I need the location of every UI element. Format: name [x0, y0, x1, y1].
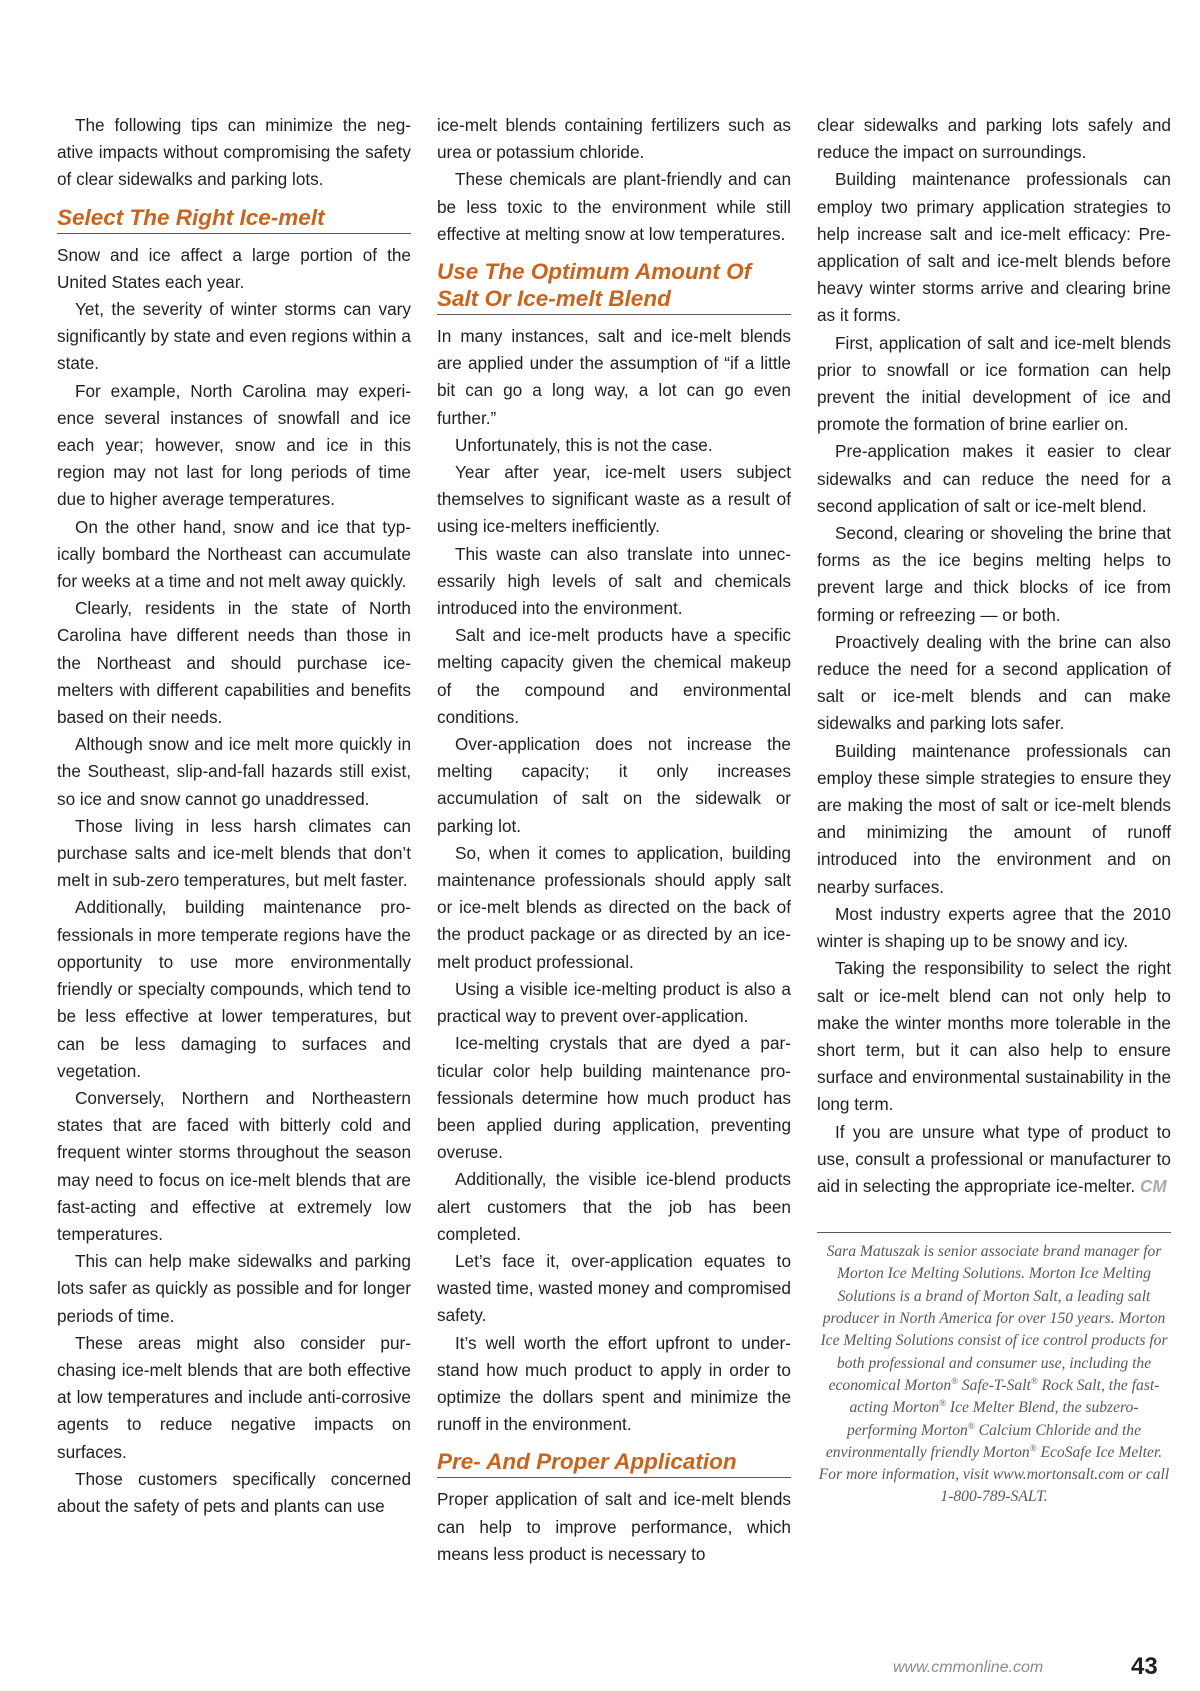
- paragraph: Year after year, ice-melt users subject themselves to significant waste as a result of using ice-melters inefficiently.: [437, 462, 791, 537]
- paragraph: The following tips can minimize the negative impacts without compromising the safety of clear sidewalks and parking lots.: [57, 115, 411, 190]
- paragraph: Additionally, building maintenance professionals in more temperate regions have the opportunity to use more environmentally friendly or specialty compounds, which tend to be less effective at lower temperatures, but can be less damaging to surfaces and vegetation.: [57, 897, 411, 1081]
- paragraph: These areas might also consider purchasing ice-melt blends that are both effective at low temperatures and include anti-corrosive agents to reduce negative impacts on surfaces.: [57, 1332, 411, 1462]
- bio-text: Rock Salt, the fast-acting Morton: [849, 1376, 1160, 1417]
- paragraph: Proper application of salt and ice-melt blends can help to improve performance, which means less product is necessary to: [437, 1489, 791, 1564]
- paragraph: Proactively dealing with the brine can also reduce the need for a second application of salt or ice-melt blends and can make sidewalks and parking lots safer.: [817, 631, 1171, 734]
- registered-mark: ®: [951, 1375, 958, 1386]
- paragraph: Salt and ice-melt products have a specific melting capacity given the chemical makeup of the compound and environmental conditions.: [437, 625, 791, 727]
- bio-text: Calcium Chloride and the environmentally friendly Morton: [825, 1421, 1142, 1461]
- author-bio: [817, 1241, 1171, 1509]
- registered-mark: ®: [1029, 1442, 1037, 1453]
- paragraph: In many instances, salt and ice-melt blends are applied under the assumption of “if a little bit can go a long way, a lot can go even further.”: [437, 326, 791, 428]
- article-column-3: [817, 112, 1171, 1509]
- paragraph: It’s well worth the effort upfront to understand how much product to apply in order to optimize the dollars spent and minimize the runoff in the environment.: [437, 1332, 791, 1435]
- paragraph: Although snow and ice melt more quickly in the Southeast, slip-and-fall hazards still exist, so ice and snow cannot go unaddressed.: [57, 734, 411, 809]
- paragraph: First, application of salt and ice-melt blends prior to snowfall or ice formation can help prevent the initial development of ice and promote the formation of brine earlier on.: [817, 332, 1171, 435]
- paragraph: Pre-application makes it easier to clear sidewalks and can reduce the need for a second application of salt or ice-melt blend.: [817, 441, 1171, 516]
- paragraph: clear sidewalks and parking lots safely and reduce the impact on surroundings.: [817, 115, 1171, 163]
- paragraph: Those customers specifically concerned about the safety of pets and plants can use: [57, 1468, 411, 1516]
- paragraph: Conversely, Northern and Northeastern states that are faced with bitterly cold and frequent winter storms throughout the season may need to focus on ice-melt blends that are fast-acting and effective at extremely low temperatures.: [57, 1087, 411, 1244]
- paragraph: These chemicals are plant-friendly and can be less toxic to the environment while still effective at melting snow at low temperatures.: [437, 169, 791, 244]
- section-heading-proper-application: Pre- And Proper Application: [437, 1448, 791, 1478]
- paragraph: Unfortunately, this is not the case.: [455, 434, 713, 455]
- footer-url[interactable]: www.cmmonline.com: [893, 1659, 1044, 1676]
- paragraph: Yet, the severity of winter storms can vary significantly by state and even regions within a state.: [57, 299, 411, 374]
- registered-mark: ®: [1030, 1375, 1038, 1386]
- paragraph: Snow and ice affect a large portion of the United States each year.: [57, 244, 411, 292]
- bio-text: EcoSafe Ice Melter. For more information, visit www.mortonsalt.com or call 1-800-789-SALT.: [818, 1443, 1170, 1506]
- registered-mark: ®: [967, 1420, 975, 1431]
- paragraph: Using a visible ice-melting product is also a practical way to prevent over-application.: [437, 978, 791, 1027]
- registered-mark: ®: [939, 1398, 946, 1409]
- paragraph-final: [817, 1119, 1171, 1201]
- paragraph: This waste can also translate into unnecessarily high levels of salt and chemicals introduced into the environment.: [437, 543, 791, 619]
- article-column-1: [57, 112, 411, 1520]
- bio-text: Sara Matuszak is senior associate brand manager for Morton Ice Melting Solutions. Morton Ice Melting Solutions is a brand of Morton Salt, a leading salt producer in North America for over 150 years. Morton Ice Melting Solutions consist of ice control products for both professional and consumer use, including the economical Morton: [820, 1243, 1168, 1394]
- section-heading-select-ice-melt: Select The Right Ice-melt: [57, 204, 411, 234]
- paragraph: This can help make sidewalks and parking lots safer as quickly as possible and for longer periods of time.: [57, 1251, 411, 1326]
- cm-end-mark: CM: [1139, 1175, 1167, 1196]
- paragraph: Over-application does not increase the melting capacity; it only increases accumulation of salt on the sidewalk or parking lot.: [437, 734, 791, 836]
- article-column-2: [437, 112, 791, 1568]
- bio-text: Ice Melter Blend, the subzero-performing Morton: [846, 1399, 1139, 1439]
- paragraph: Taking the responsibility to select the right salt or ice-melt blend can not only help to make the winter months more tolerable in the short term, but it can also help to ensure surface and environmental sustainability in the long term.: [817, 958, 1171, 1115]
- paragraph: Second, clearing or shoveling the brine that forms as the ice begins melting helps to prevent large and thick blocks of ice from forming or refreezing — or both.: [817, 523, 1171, 625]
- paragraph: Those living in less harsh climates can purchase salts and ice-melt blends that don’t melt in sub-zero temperatures, but melt faster.: [57, 815, 411, 891]
- paragraph: So, when it comes to application, building maintenance professionals should apply salt or ice-melt blends as directed on the back of the product package or as directed by an ice-melt product professional.: [437, 842, 791, 972]
- bio-text: Safe-T-Salt: [961, 1376, 1031, 1394]
- paragraph-text: If you are unsure what type of product to use, consult a professional or manufacturer to aid in selecting the appropriate ice-melter.: [817, 1121, 1171, 1196]
- paragraph: On the other hand, snow and ice that typically bombard the Northeast can accumulate for weeks at a time and not melt away quickly.: [57, 516, 411, 592]
- paragraph: Additionally, the visible ice-blend products alert customers that the job has been completed.: [437, 1169, 791, 1244]
- bio-divider: [817, 1232, 1171, 1233]
- paragraph: Most industry experts agree that the 2010 winter is shaping up to be snowy and icy.: [817, 903, 1171, 952]
- page-number: 43: [1131, 1653, 1158, 1680]
- paragraph: Let’s face it, over-application equates to wasted time, wasted money and compromised safety.: [437, 1250, 791, 1326]
- paragraph: Building maintenance professionals can employ these simple strategies to ensure they are making the most of salt or ice-melt blends and minimizing the amount of runoff introduced into the environment and on nearby surfaces.: [817, 740, 1171, 897]
- section-heading-optimum-amount: Use The Optimum Amount Of Salt Or Ice-melt Blend: [437, 258, 791, 315]
- paragraph: Clearly, residents in the state of North Carolina have different needs than those in the Northeast and should purchase ice-melters with different capabilities and benefits based on their needs.: [57, 598, 411, 728]
- paragraph: For example, North Carolina may experience several instances of snowfall and ice each year; however, snow and ice in this region may not last for long periods of time due to higher average temperatures.: [57, 380, 411, 510]
- paragraph: Building maintenance professionals can employ two primary application strategies to help increase salt and ice-melt efficacy: Pre-application of salt and ice-melt blends before heavy winter storms arrive and clearing brine as it forms.: [817, 169, 1171, 326]
- paragraph: Ice-melting crystals that are dyed a particular color help building maintenance professionals determine how much product has been applied during application, preventing overuse.: [437, 1033, 791, 1163]
- paragraph: ice-melt blends containing fertilizers such as urea or potassium chloride.: [437, 115, 791, 163]
